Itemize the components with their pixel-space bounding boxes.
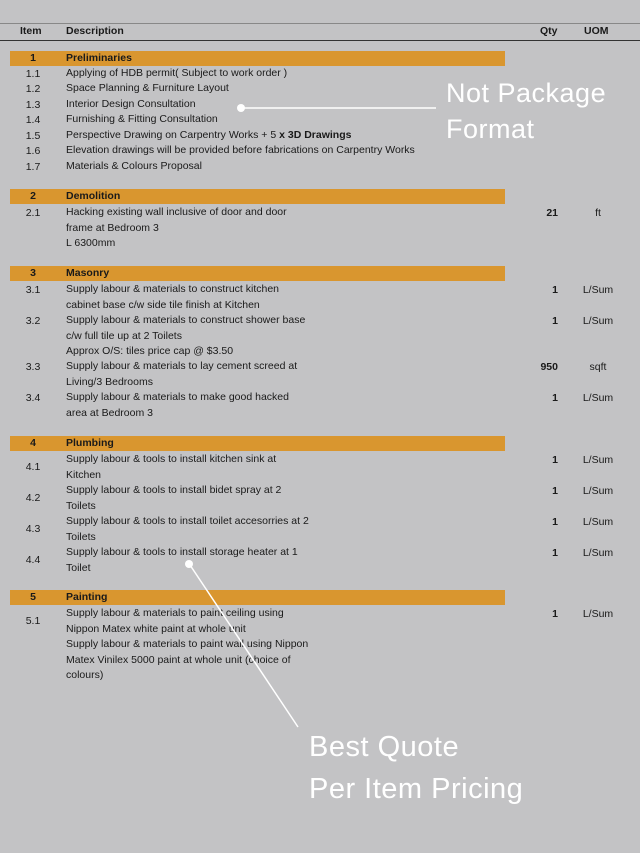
callout-dot <box>185 560 193 568</box>
item-qty: 1 <box>552 284 558 296</box>
item-number: 1.5 <box>25 130 41 142</box>
item-description: Furnishing & Fitting Consultation <box>66 113 218 125</box>
item-description: Supply labour & materials to make good hacked area at Bedroom 3 <box>66 391 289 419</box>
item-number: 1.6 <box>25 145 41 157</box>
item-number: 1.7 <box>25 161 41 173</box>
item-uom: L/Sum <box>582 485 614 497</box>
item-description: Supply labour & materials to construct kitchen cabinet base c/w side tile finish at Kitchen <box>66 283 280 311</box>
callout-line <box>190 565 298 727</box>
item-number: 2.1 <box>25 207 41 219</box>
item-description: Supply labour & materials to construct shower base c/w full tile up at 2 Toilets Approx O/S: tiles price cap @ $3.50 <box>66 314 306 357</box>
item-uom: L/Sum <box>582 454 614 466</box>
item-uom: L/Sum <box>582 608 614 620</box>
item-number: 1.3 <box>25 99 41 111</box>
item-description: Supply labour & tools to install bidet spray at 2 Toilets <box>66 484 282 512</box>
section-header: 4 Plumbing <box>10 436 505 451</box>
item-number: 3.3 <box>25 361 41 373</box>
item-qty: 21 <box>546 207 558 219</box>
item-uom: ft <box>595 207 601 219</box>
item-qty: 1 <box>552 392 558 404</box>
item-number: 3.1 <box>25 284 41 296</box>
item-description: Elevation drawings will be provided before fabrications on Carpentry Works <box>66 144 415 156</box>
item-number: 4.2 <box>25 492 41 504</box>
item-description: Space Planning & Furniture Layout <box>66 82 229 94</box>
item-description: Supply labour & materials to paint ceiling using Nippon Matex white paint at whole unit Supply labour & materials to paint wall using Nippon Matex Vinilex 5000 paint at whole unit (choice of colours) <box>66 607 309 681</box>
item-qty: 1 <box>552 485 558 497</box>
item-number: 4.4 <box>25 554 41 566</box>
item-qty: 1 <box>552 454 558 466</box>
item-number: 4.3 <box>25 523 41 535</box>
item-uom: sqft <box>589 361 607 373</box>
item-description: Applying of HDB permit( Subject to work order ) <box>66 67 288 79</box>
item-description: Supply labour & tools to install storage heater at 1 Toilet <box>66 546 298 574</box>
callout-dot <box>237 104 245 112</box>
item-number: 5.1 <box>25 615 41 627</box>
item-description: Hacking existing wall inclusive of door and door frame at Bedroom 3 L 6300mm <box>66 206 287 249</box>
item-description: Supply labour & tools to install toilet accesorries at 2 Toilets <box>66 515 309 543</box>
section-header: 2 Demolition <box>10 189 505 204</box>
header-qty: Qty <box>540 25 558 37</box>
header-item: Item <box>20 25 42 37</box>
item-number: 1.1 <box>25 68 41 80</box>
item-description: Interior Design Consultation <box>66 98 196 110</box>
item-number: 4.1 <box>25 461 41 473</box>
item-description: Supply labour & materials to lay cement screed at Living/3 Bedrooms <box>66 360 298 388</box>
item-description: Supply labour & tools to install kitchen sink at Kitchen <box>66 453 277 481</box>
section-header: 3 Masonry <box>10 266 505 281</box>
item-qty: 950 <box>540 361 558 373</box>
item-uom: L/Sum <box>582 516 614 528</box>
item-number: 3.2 <box>25 315 41 327</box>
item-description: Materials & Colours Proposal <box>66 160 202 172</box>
header-description: Description <box>66 25 124 37</box>
item-qty: 1 <box>552 547 558 559</box>
section-header: 5 Painting <box>10 590 505 605</box>
item-uom: L/Sum <box>582 547 614 559</box>
item-description: Perspective Drawing on Carpentry Works + 5 x 3D Drawings <box>66 129 352 141</box>
item-number: 3.4 <box>25 392 41 404</box>
item-uom: L/Sum <box>582 315 614 327</box>
header-uom: UOM <box>584 25 609 37</box>
item-qty: 1 <box>552 608 558 620</box>
item-number: 1.2 <box>25 83 41 95</box>
item-qty: 1 <box>552 315 558 327</box>
annotation-not-package: Not Package Format <box>446 78 607 144</box>
item-number: 1.4 <box>25 114 41 126</box>
item-uom: L/Sum <box>582 284 614 296</box>
annotation-best-quote: Best Quote Per Item Pricing <box>309 731 524 805</box>
item-uom: L/Sum <box>582 392 614 404</box>
section-header: 1 Preliminaries <box>10 51 505 66</box>
item-qty: 1 <box>552 516 558 528</box>
